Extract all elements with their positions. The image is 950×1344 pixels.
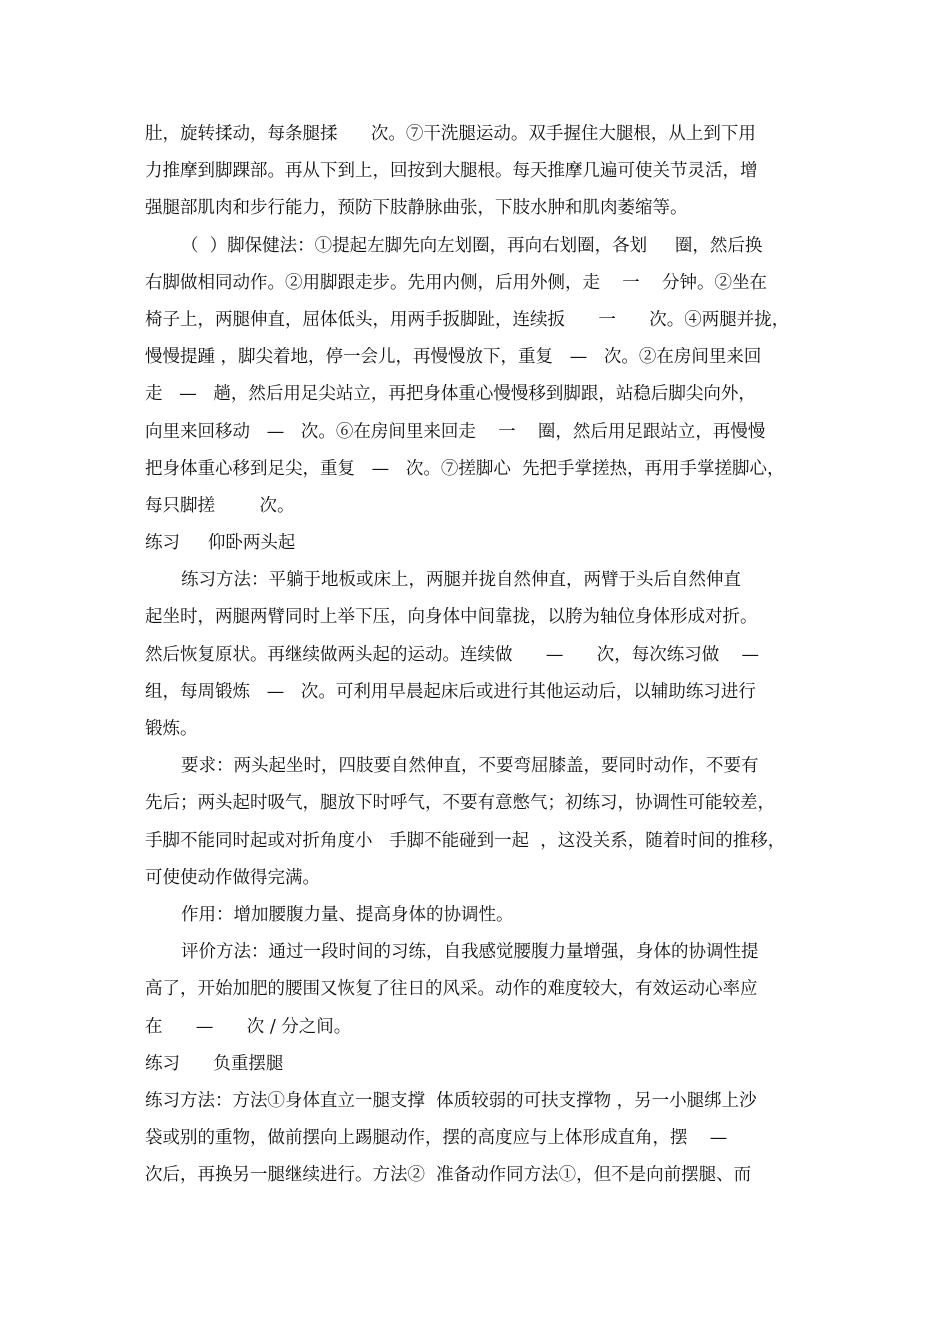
text-line: 手脚不能同时起或对折角度小 手脚不能碰到一起 ，这没关系，随着时间的推移，: [145, 830, 786, 851]
text-line: 次后，再换另一腿继续进行。方法② 准备动作同方法①，但不是向前摆腿、而: [145, 1165, 752, 1186]
text-line: 先后；两头起时吸气，腿放下时呼气，不要有意憋气；初练习，协调性可能较差，: [145, 793, 775, 814]
text-line: 向里来回移动 — 次。⑥在房间里来回走 一 圈，然后用足跟站立，再慢慢: [145, 421, 766, 442]
text-line: 可使使动作做得完满。: [145, 867, 320, 888]
text-line: 要求：两头起坐时，四肢要自然伸直，不要弯屈膝盖，要同时动作，不要有: [181, 756, 759, 777]
text-line: 锻炼。: [145, 719, 198, 739]
text-line: 练习方法：方法①身体直立一腿支撑 体质较弱的可扶支撑物 ，另一小腿绑上沙: [145, 1090, 757, 1111]
text-line: 在 — 次 / 分之间。: [145, 1016, 352, 1037]
text-line: 把身体重心移到足尖，重复 — 次。⑦搓脚心 先把手掌搓热，再用手掌搓脚心，: [145, 458, 785, 479]
text-line: 高了，开始加肥的腰围又恢复了往日的风采。动作的难度较大，有效运动心率应: [145, 979, 758, 1000]
text-line: 力推摩到脚踝部。再从下到上，回按到大腿根。每天推摩几遍可使关节灵活，增: [145, 161, 758, 182]
text-line: 作用：增加腰腹力量、提高身体的协调性。: [181, 904, 514, 925]
text-line: 慢慢提踵 ，脚尖着地，停一会儿，再慢慢放下，重复 — 次。②在房间里来回: [145, 347, 762, 368]
text-line: 袋或别的重物，做前摆向上踢腿动作，摆的高度应与上体形成直角，摆 —: [145, 1128, 728, 1149]
text-line: 评价方法：通过一段时间的习练，自我感觉腰腹力量增强，身体的协调性提: [181, 942, 759, 963]
text-line: 肚，旋转揉动，每条腿揉 次。⑦干洗腿运动。双手握住大腿根，从上到下用: [145, 124, 756, 144]
text-line: 每只脚搓 次。: [145, 495, 295, 516]
text-line: 练习 仰卧两头起: [145, 533, 296, 554]
document-body: [145, 116, 810, 1194]
text-line: 走 — 趟，然后用足尖站立，再把身体重心慢慢移到脚跟，站稳后脚尖向外，: [145, 384, 756, 405]
text-line: 然后恢复原状。再继续做两头起的运动。连续做 — 次，每次练习做 —: [145, 644, 760, 665]
text-line: 组，每周锻炼 — 次。可利用早晨起床后或进行其他运动后，以辅助练习进行: [145, 681, 756, 702]
text-line: （ ）脚保健法：①提起左脚先向左划圈，再向右划圈，各划 圈，然后换: [181, 235, 763, 256]
text-line: 练习 负重摆腿: [145, 1053, 284, 1074]
text-line: 右脚做相同动作。②用脚跟走步。先用内侧，后用外侧，走 一 分钟。②坐在: [145, 272, 767, 293]
text-line: 椅子上，两腿伸直，屈体低头，用两手扳脚趾，连续扳 一 次。④两腿并拢，: [145, 309, 790, 330]
text-line: 起坐时，两腿两臂同时上举下压，向身体中间靠拢，以胯为轴位身体形成对折。: [145, 607, 758, 628]
text-line: 练习方法：平躺于地板或床上，两腿并拢自然伸直，两臂于头后自然伸直: [181, 570, 741, 591]
text-line: 强腿部肌肉和步行能力，预防下肢静脉曲张，下肢水肿和肌肉萎缩等。: [145, 198, 688, 219]
